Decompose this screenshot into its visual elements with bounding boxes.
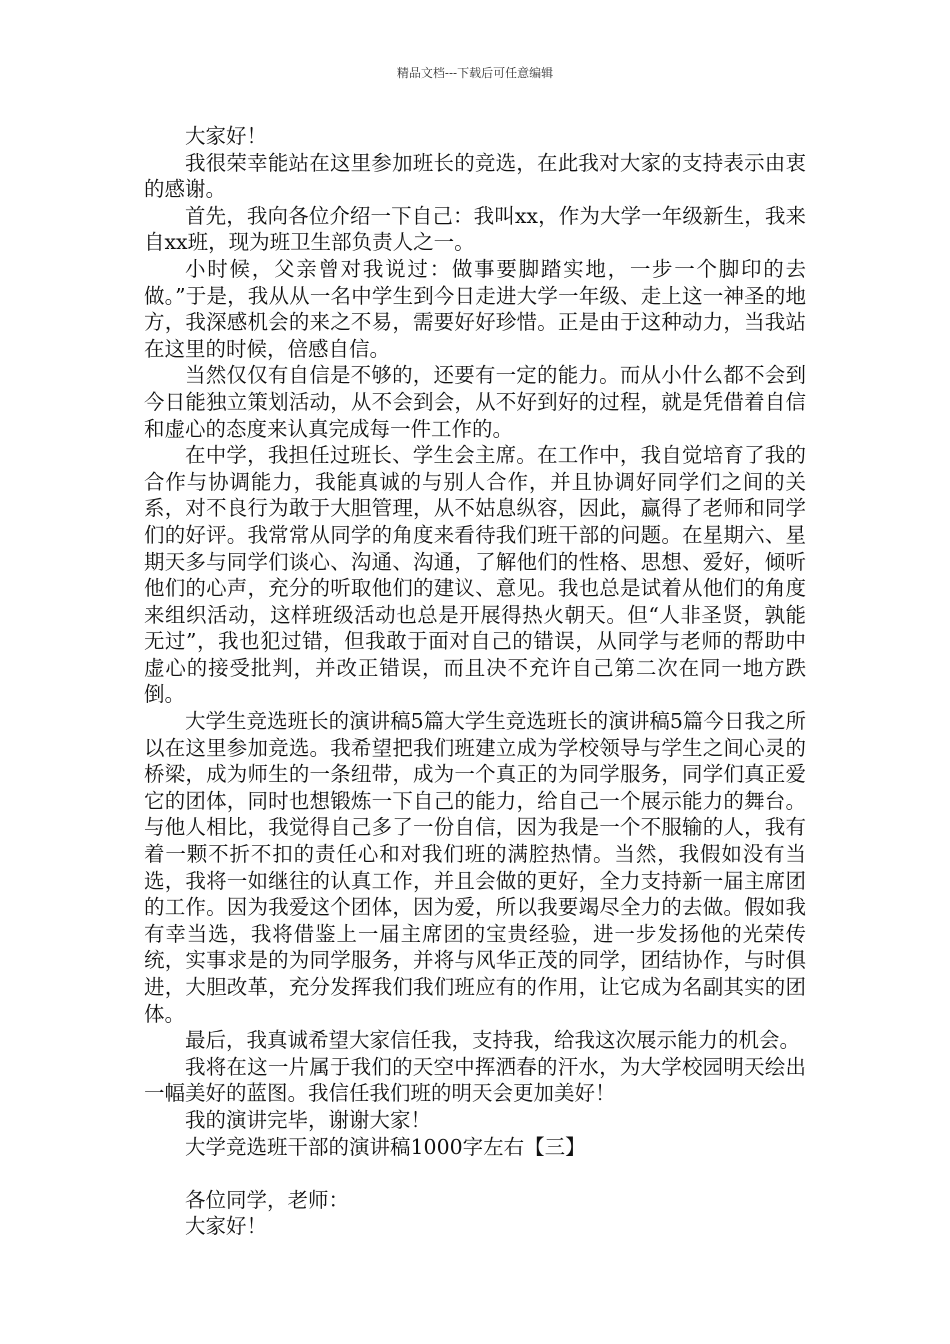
paragraph-childhood: 小时候，父亲曾对我说过：做事要脚踏实地，一步一个脚印的去做。”于是，我从从一名中学生到今日走进大学一年级、走上这一神圣的地方，我深感机会的来之不易，需要好好珍惜。正是由于这种动力，当我站在这里的时候，倍感自信。 — [144, 256, 806, 361]
paragraph-thanks: 我很荣幸能站在这里参加班长的竞选，在此我对大家的支持表示由衷的感谢。 — [144, 150, 806, 202]
blank-line — [144, 1160, 806, 1187]
paragraph-greeting: 大家好！ — [185, 124, 267, 148]
section-title: 大学竞选班干部的演讲稿1000字左右【三】 — [185, 1134, 586, 1159]
paragraph-introduction: 首先，我向各位介绍一下自己：我叫xx，作为大学一年级新生，我来自xx班，现为班卫生部负责人之一。 — [144, 203, 806, 255]
paragraph-vision: 我将在这一片属于我们的天空中挥洒春的汗水，为大学校园明天绘出一幅美好的蓝图。我信任我们班的明天会更加美好！ — [144, 1054, 806, 1106]
paragraph-greeting-2: 大家好！ — [185, 1214, 267, 1239]
paragraph-salutation: 各位同学，老师： — [185, 1187, 349, 1212]
paragraph-request: 最后，我真诚希望大家信任我，支持我，给我这次展示能力的机会。 — [185, 1028, 800, 1053]
paragraph-experience: 在中学，我担任过班长、学生会主席。在工作中，我自觉培育了我的合作与协调能力，我能真诚的与别人合作，并且协调好同学们之间的关系，对不良行为敢于大胆管理，从不姑息纵容，因此，赢得了老师和同学们的好评。我常常从同学的角度来看待我们班干部的问题。在星期六、星期天多与同学们谈心、沟通、沟通，了解他们的性格、思想、爱好，倾听他们的心声，充分的听取他们的建议、意见。我也总是试着从他们的角度来组织活动，这样班级活动也总是开展得热火朝天。但“人非圣贤，孰能无过”，我也犯过错，但我敢于面对自己的错误，从同学与老师的帮助中虚心的接受批判，并改正错误，而且决不充许自己第二次在同一地方跌倒。 — [144, 443, 806, 707]
paragraph-ability: 当然仅仅有自信是不够的，还要有一定的能力。而从小什么都不会到今日能独立策划活动，从不会到会，从不好到好的过程，就是凭借着自信和虚心的态度来认真完成每一件工作的。 — [144, 363, 806, 441]
paragraph-closing: 我的演讲完毕，谢谢大家！ — [185, 1107, 431, 1132]
page-header: 精品文档---下载后可任意编辑 — [396, 66, 554, 80]
document-body — [144, 123, 806, 1240]
paragraph-reason: 大学生竞选班长的演讲稿5篇大学生竞选班长的演讲稿5篇今日我之所以在这里参加竞选。我希望把我们班建立成为学校领导与学生之间心灵的桥梁，成为师生的一条纽带，成为一个真正的为同学服务，同学们真正爱它的团体，同时也想锻炼一下自己的能力，给自己一个展示能力的舞台。与他人相比，我觉得自己多了一份自信，因为我是一个不服输的人，我有着一颗不折不扣的责任心和对我们班的满腔热情。当然，我假如没有当选，我将一如继往的认真工作，并且会做的更好，全力支持新一届主席团的工作。因为我爱这个团体，因为爱，所以我要竭尽全力的去做。假如我有幸当选，我将借鉴上一届主席团的宝贵经验，进一步发扬他的光荣传统，实事求是的为同学服务，并将与风华正茂的同学，团结协作，与时俱进，大胆改革，充分发挥我们我们班应有的作用，让它成为名副其实的团体。 — [144, 709, 806, 1026]
